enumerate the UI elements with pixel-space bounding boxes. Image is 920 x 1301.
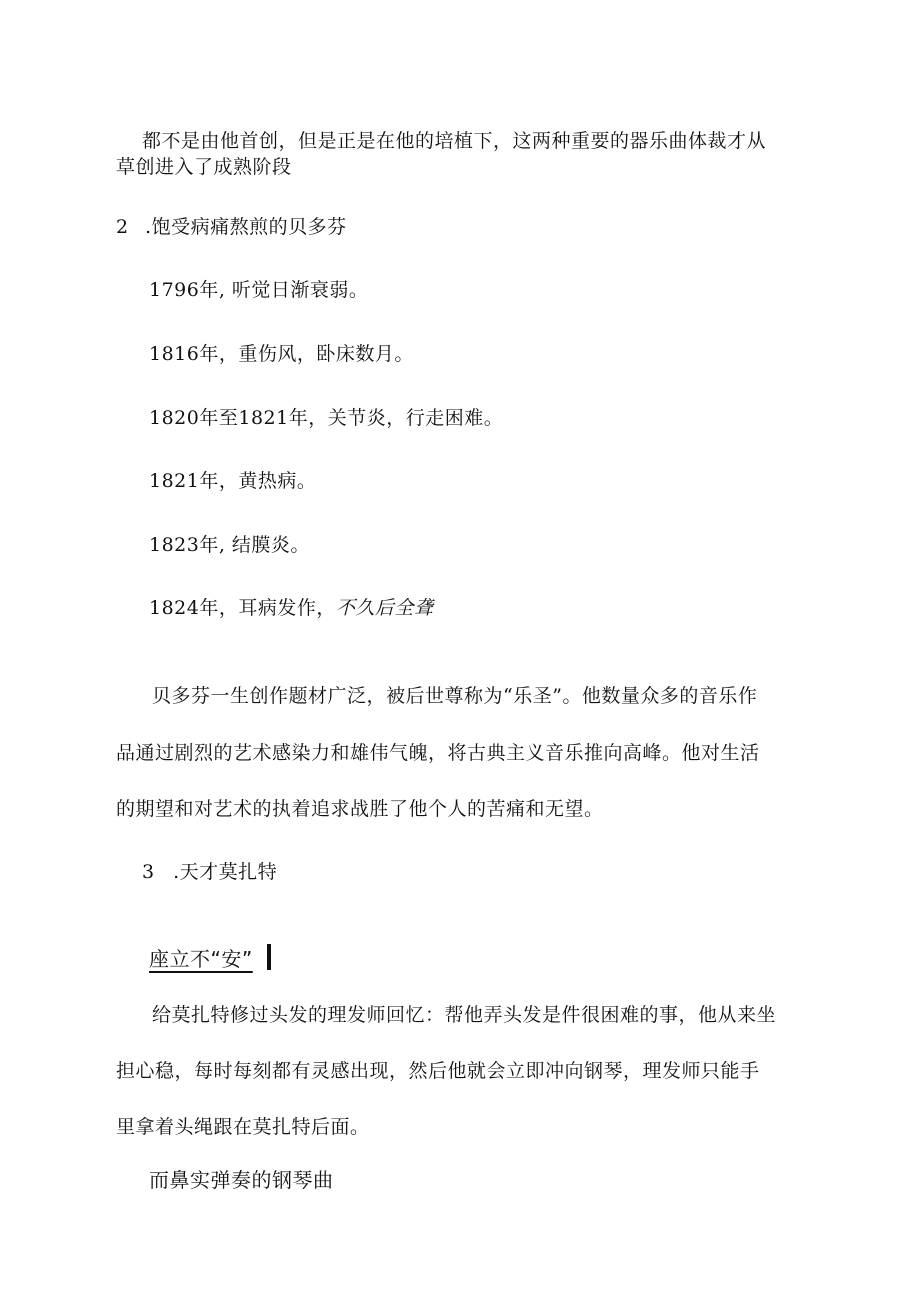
anecdote-line-2: 担心稳，每时每刻都有灵感出现，然后他就会立即冲向钢琴，理发师只能手 — [116, 1060, 760, 1082]
anecdote-line-3: 里拿着头绳跟在莫扎特后面。 — [116, 1116, 370, 1138]
summary-line-3: 的期望和对艺术的执着追求战胜了他个人的苦痛和无望。 — [116, 798, 604, 820]
timeline-entry: 1816年，重伤风，卧床数月。 — [149, 343, 414, 365]
timeline-entry-last-italic: 不久后全聋 — [335, 597, 434, 619]
section-3-title: .天才莫扎特 — [173, 861, 278, 883]
summary-line-2: 品通过剧烈的艺术感染力和雄伟气魄，将古典主义音乐推向高峰。他对生活 — [116, 742, 760, 764]
subheading-1 — [149, 944, 271, 971]
subheading-1-text: 座立不“安” — [149, 947, 253, 971]
section-3-number: 3 — [142, 861, 155, 883]
intro-line-1: 都不是由他首创，但是正是在他的培植下，这两种重要的器乐曲体裁才从 — [142, 130, 767, 152]
section-3-heading — [142, 860, 277, 884]
timeline-entry: 1796年, 听觉日渐衰弱。 — [149, 279, 369, 301]
section-2-title: .饱受病痛熬煎的贝多芬 — [145, 216, 347, 238]
timeline-entry-last-main: 1824年，耳病发作， — [149, 597, 336, 619]
summary-line-1: 贝多芬一生创作题材广泛，被后世尊称为“乐圣”。他数量众多的音乐作 — [152, 685, 758, 707]
text-cursor-bar — [267, 944, 271, 970]
timeline-entry: 1823年, 结膜炎。 — [149, 534, 310, 556]
subheading-2: 而鼻实弹奏的钢琴曲 — [149, 1168, 334, 1192]
anecdote-line-1: 给莫扎特修过头发的理发师回忆：帮他弄头发是件很困难的事，他从来坐 — [152, 1004, 777, 1026]
timeline-entry: 1821年，黄热病。 — [149, 470, 317, 492]
section-2-number: 2 — [116, 216, 129, 238]
timeline-entry-last — [149, 596, 433, 620]
section-2-heading — [116, 215, 347, 239]
intro-line-2: 草创进入了成熟阶段 — [116, 156, 292, 178]
timeline-entry: 1820年至1821年，关节炎，行走困难。 — [149, 407, 504, 429]
